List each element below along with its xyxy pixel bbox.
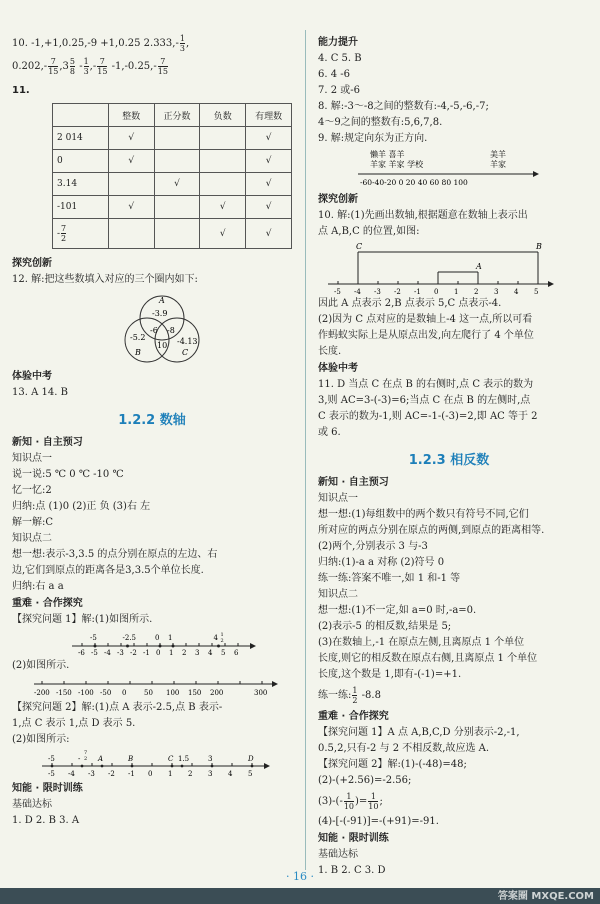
- a8-a: 8. 解:-3～-8之间的整数有:-4,-5,-6,-7;: [318, 101, 489, 112]
- tick-label: -100: [78, 689, 94, 697]
- table-header-cell: 有理数: [246, 104, 292, 127]
- tick-label: -2: [394, 288, 401, 296]
- tick-label: 0: [156, 649, 161, 657]
- frac-num: 1: [220, 632, 224, 638]
- tick-label: -4: [68, 770, 75, 778]
- think-b: 所对应的两点分别在原点的两侧,到原点的距离相等.: [318, 525, 545, 536]
- sheep-bottom-right: 羊家: [490, 160, 506, 169]
- a10-c: 因此 A 点表示 2,B 点表示 5,C 点表示-4.: [318, 298, 502, 309]
- table-cell: [154, 150, 200, 173]
- sheep-bottom-left: 羊家 羊家 学校: [370, 160, 424, 169]
- p2-a: 【探究问题 2】解:(1)点 A 表示-2.5,点 B 表示-: [12, 702, 223, 713]
- think1-a: 想一想:表示-3,3.5 的点分别在原点的左边、右: [12, 549, 218, 560]
- a11-b: 3,则 AC=3-(-3)=6;当点 C 在点 B 的左侧时,点: [318, 395, 531, 406]
- table-cell: √: [108, 127, 154, 150]
- tick-label: 3: [208, 770, 213, 778]
- tick-label: 4: [228, 770, 233, 778]
- tick-label: 200: [210, 689, 224, 697]
- tick-label: -5: [91, 649, 98, 657]
- point: [101, 765, 104, 768]
- tick-label: -6: [78, 649, 85, 657]
- tick-label: 6: [234, 649, 239, 657]
- row-label: 2 014: [53, 127, 109, 150]
- axis-arrow: [264, 763, 270, 769]
- point: [171, 765, 174, 768]
- kp1-right: 知识点一: [318, 493, 358, 504]
- table-cell: √: [200, 196, 246, 219]
- venn-diagram: [12, 288, 292, 368]
- tick-label: -4: [354, 288, 361, 296]
- tick-label: 5: [221, 649, 226, 657]
- table-cell: [200, 173, 246, 196]
- point-label: A: [98, 755, 104, 763]
- point-label: -5: [90, 634, 97, 642]
- tick-label: 4: [208, 649, 213, 657]
- point-label: -2.5: [122, 634, 136, 642]
- point-label-a: A: [476, 262, 482, 271]
- venn-label-b: B: [135, 348, 141, 357]
- table-cell: √: [108, 150, 154, 173]
- axis-arrow: [272, 681, 278, 687]
- a7: 7. 2 或-6: [318, 85, 361, 96]
- tick-label: -150: [56, 689, 72, 697]
- tick-label: 4: [514, 288, 519, 296]
- axis-arrow: [250, 643, 256, 649]
- sheep-top-right: 美羊: [490, 150, 506, 159]
- a10-b: 点 A,B,C 的位置,如图:: [318, 226, 420, 237]
- e2-d: (4)-[-(-91)]=-(+91)=-91.: [318, 816, 439, 827]
- table-cell: √: [200, 219, 246, 249]
- solve1: 解一解:C: [12, 517, 54, 528]
- practice2: 练一练: $\frac{1}{2}$ -8.8: [318, 686, 381, 705]
- t2-b: (2)表示-5 的相反数,结果是 5;: [318, 621, 452, 632]
- point: [181, 765, 184, 768]
- column-divider: [305, 30, 306, 870]
- number-line-1: [12, 628, 292, 658]
- basic-answers-right: 1. B 2. C 3. D: [318, 865, 386, 876]
- tick-label: -200: [34, 689, 50, 697]
- p1-2: (2)如图所示.: [12, 660, 70, 671]
- q11-label: 11.: [12, 85, 30, 96]
- point-label: C: [168, 755, 174, 763]
- tick-label: -5: [334, 288, 341, 296]
- table-row: [53, 127, 292, 150]
- e2-c: (3)-(- $\frac{1}{10}$ )= $\frac{1}{10}$ ;: [318, 792, 383, 811]
- kp1: 知识点一: [12, 453, 52, 464]
- point-label: -5: [48, 755, 55, 763]
- key-title: 重难 · 合作探究: [12, 598, 83, 609]
- tick-label: 300: [254, 689, 268, 697]
- bottom-bar: [0, 888, 600, 904]
- frac-den: 2: [84, 756, 88, 762]
- table-header-row: [53, 104, 292, 127]
- venn-label-a: A: [159, 296, 165, 305]
- table-cell: [108, 173, 154, 196]
- tick-label: -3: [117, 649, 124, 657]
- tick-label: 0: [122, 689, 127, 697]
- venn-value: -4.13: [177, 337, 198, 346]
- point-label: 0: [155, 634, 160, 642]
- table-header-cell: [53, 104, 109, 127]
- table-cell: √: [246, 127, 292, 150]
- tick-label: 5: [248, 770, 253, 778]
- number-line-4: [318, 240, 580, 296]
- right-column: [318, 34, 580, 879]
- tick-label: -5: [48, 770, 55, 778]
- point-label: 3: [208, 755, 213, 763]
- q10-line2: 0.202,- $\frac{7}{15}$ ,3 $\frac{5}{8}$ - $\frac{1}{3}$ ,- $\frac{7}{15}$ -1,-0.25,- $\frac{7}{15}$: [12, 57, 168, 76]
- e1-a: 【探究问题 1】A 点 A,B,C,D 分别表示-2,-1,: [318, 727, 520, 738]
- tick-label: -4: [104, 649, 111, 657]
- t2-a: 想一想:(1)不一定,如 a=0 时,-a=0.: [318, 605, 477, 616]
- a4: 4. C 5. B: [318, 53, 362, 64]
- point: [131, 765, 134, 768]
- a6: 6. 4 -6: [318, 69, 351, 80]
- tick-label: 1: [168, 770, 173, 778]
- table-cell: √: [246, 219, 292, 249]
- summary1: 归纳:点 (1)0 (2)正 负 (3)右 左: [12, 501, 151, 512]
- basic-title-right: 基础达标: [318, 849, 358, 860]
- e2-b: (2)-(+2.56)=-2.56;: [318, 775, 412, 786]
- p2-2: (2)如图所示:: [12, 734, 70, 745]
- row-label: 0: [53, 150, 109, 173]
- point: [251, 765, 254, 768]
- tick-label: 0: [148, 770, 153, 778]
- practice1: 练一练:答案不唯一,如 1 和-1 等: [318, 573, 461, 584]
- a10-e: 作蚂蚁实际上是从原点出发,向左爬行了 4 个单位: [318, 330, 534, 341]
- say1: 说一说:5 ℃ 0 ℃ -10 ℃: [12, 469, 124, 480]
- tick-label: 0: [434, 288, 439, 296]
- tick-label: -2: [130, 649, 137, 657]
- p1: 【探究问题 1】解:(1)如图所示.: [12, 614, 153, 625]
- table-cell: [154, 127, 200, 150]
- sheep-top-left: 懒羊 喜羊: [370, 150, 405, 159]
- a11-d: 或 6.: [318, 427, 341, 438]
- tick-label: 150: [188, 689, 202, 697]
- drill-title-right: 知能 · 限时训练: [318, 833, 389, 844]
- summary2: 归纳:右 a a: [12, 581, 64, 592]
- table-header-cell: 整数: [108, 104, 154, 127]
- tick-label: 2: [182, 649, 187, 657]
- point: [211, 765, 214, 768]
- sheep-number-line: [318, 147, 580, 191]
- tick-label: 5: [534, 288, 539, 296]
- watermark: 答案圈 MXQE.COM: [497, 891, 594, 902]
- row-label: -101: [53, 196, 109, 219]
- sheep-ticks: -60-40-20 0 20 40 60 80 100: [360, 178, 468, 187]
- table-cell: [200, 150, 246, 173]
- table-row: [53, 219, 292, 249]
- venn-value: -5.2: [130, 333, 146, 342]
- point-label: B: [128, 755, 134, 763]
- left-column: [12, 34, 292, 829]
- summary-right: 归纳:(1)-a a 对称 (2)符号 0: [318, 557, 445, 568]
- think1-b: 边,它们到原点的距离各是3,3.5个单位长度.: [12, 565, 204, 576]
- drill-title: 知能 · 限时训练: [12, 783, 83, 794]
- table-row: [53, 196, 292, 219]
- explore-title: 探究创新: [12, 258, 52, 269]
- q10-line1: 10. -1,+1,0.25,-9 +1,0.25 2.333,- $\frac{1}{3}$ ,: [12, 34, 190, 53]
- tick-label: 2: [474, 288, 479, 296]
- page-number: · 16 ·: [286, 870, 314, 883]
- a10-f: 长度.: [318, 346, 342, 357]
- row-label: - $\frac{7}{2}$: [53, 219, 109, 249]
- section-title: 1.2.2 数轴: [118, 413, 186, 428]
- e1-b: 0.5,2,只有-2 与 2 不相反数,故应选 A.: [318, 743, 490, 754]
- a10-a: 10. 解:(1)先画出数轴,根据题意在数轴上表示出: [318, 210, 528, 221]
- tick-label: -1: [128, 770, 135, 778]
- preview-title-right: 新知 · 自主预习: [318, 477, 389, 488]
- e2-a: 【探究问题 2】解:(1)-(-48)=48;: [318, 759, 467, 770]
- a10-d: (2)因为 C 点对应的是数轴上-4 这一点,所以可看: [318, 314, 533, 325]
- tick-label: 2: [188, 770, 193, 778]
- kp2: 知识点二: [12, 533, 52, 544]
- table-cell: [108, 219, 154, 249]
- preview-title: 新知 · 自主预习: [12, 437, 83, 448]
- table-cell: √: [246, 150, 292, 173]
- frac-num: 7: [84, 750, 88, 756]
- tick-label: -2: [108, 770, 115, 778]
- q12: 12. 解:把这些数填入对应的三个圈内如下:: [12, 274, 198, 285]
- section-title-right: 1.2.3 相反数: [408, 453, 490, 468]
- axis-arrow: [548, 281, 554, 287]
- frac-den: 2: [220, 638, 224, 644]
- point-label: 1.5: [178, 755, 190, 763]
- table-cell: [154, 196, 200, 219]
- a8-b: 4～9之间的整数有:5,6,7,8.: [318, 117, 443, 128]
- point: [126, 645, 129, 648]
- point-label: 1: [168, 634, 173, 642]
- exam-title: 体验中考: [12, 371, 52, 382]
- table-row: [53, 173, 292, 196]
- kp2-right: 知识点二: [318, 589, 358, 600]
- table-cell: √: [154, 173, 200, 196]
- tick-label: -1: [143, 649, 150, 657]
- key-title-right: 重难 · 合作探究: [318, 711, 389, 722]
- a11-a: 11. D 当点 C 在点 B 的右侧时,点 C 表示的数为: [318, 379, 534, 390]
- tick-label: 1: [169, 649, 174, 657]
- table-cell: √: [246, 173, 292, 196]
- table-cell: √: [246, 196, 292, 219]
- table-cell: [200, 127, 246, 150]
- think-c: (2)两个,分别表示 3 与-3: [318, 541, 428, 552]
- recall: 忆一忆:2: [12, 485, 52, 496]
- point: [94, 645, 97, 648]
- table-row: [53, 150, 292, 173]
- table-cell: √: [108, 196, 154, 219]
- point-label-b: B: [536, 242, 542, 251]
- a11-c: C 表示的数为-1,则 AC=-1-(-3)=2,即 AC 等于 2: [318, 411, 538, 422]
- tick-label: 3: [195, 649, 200, 657]
- t2-d: 长度,则它的相反数在原点右侧,且离原点 1 个单位: [318, 653, 538, 664]
- number-line-2: [12, 674, 292, 700]
- point: [217, 645, 220, 648]
- think-a: 想一想:(1)每组数中的两个数只有符号不同,它们: [318, 509, 529, 520]
- classification-table: [52, 103, 292, 249]
- tick-label: -50: [100, 689, 112, 697]
- t2-c: (3)在数轴上,-1 在原点左侧,且离原点 1 个单位: [318, 637, 525, 648]
- tick-label: -1: [414, 288, 421, 296]
- venn-value: -6: [150, 326, 158, 335]
- q13-14: 13. A 14. B: [12, 387, 68, 398]
- tick-label: 100: [166, 689, 180, 697]
- number-line-3: [12, 748, 292, 780]
- basic-title: 基础达标: [12, 799, 52, 810]
- t2-e: 长度,这个数是 1,即有-(-1)=+1.: [318, 669, 462, 680]
- tick-label: 50: [144, 689, 153, 697]
- p2-b: 1,点 C 表示 1,点 D 表示 5.: [12, 718, 136, 729]
- venn-value: -8: [167, 326, 175, 335]
- ability-title: 能力提升: [318, 37, 358, 48]
- table-header-cell: 负数: [200, 104, 246, 127]
- table-cell: [154, 219, 200, 249]
- point: [81, 765, 84, 768]
- tick-label: -3: [374, 288, 381, 296]
- tick-label: 1: [454, 288, 459, 296]
- point-label: D: [248, 755, 254, 763]
- a9: 9. 解:规定向东为正方向.: [318, 133, 428, 144]
- point-label: -: [78, 755, 81, 763]
- venn-label-c: C: [182, 348, 189, 357]
- point-label: 4: [213, 634, 218, 642]
- point: [159, 645, 162, 648]
- tick-label: 3: [494, 288, 499, 296]
- exam-title-right: 体验中考: [318, 363, 358, 374]
- row-label: 3.14: [53, 173, 109, 196]
- axis-arrow: [533, 171, 539, 177]
- venn-value: -3.9: [152, 309, 168, 318]
- tick-label: -3: [88, 770, 95, 778]
- point-label-c: C: [356, 242, 363, 251]
- point: [51, 765, 54, 768]
- table-header-cell: 正分数: [154, 104, 200, 127]
- explore-title-right: 探究创新: [318, 194, 358, 205]
- venn-value: 10: [157, 341, 168, 350]
- point: [172, 645, 175, 648]
- basic-answers: 1. D 2. B 3. A: [12, 815, 80, 826]
